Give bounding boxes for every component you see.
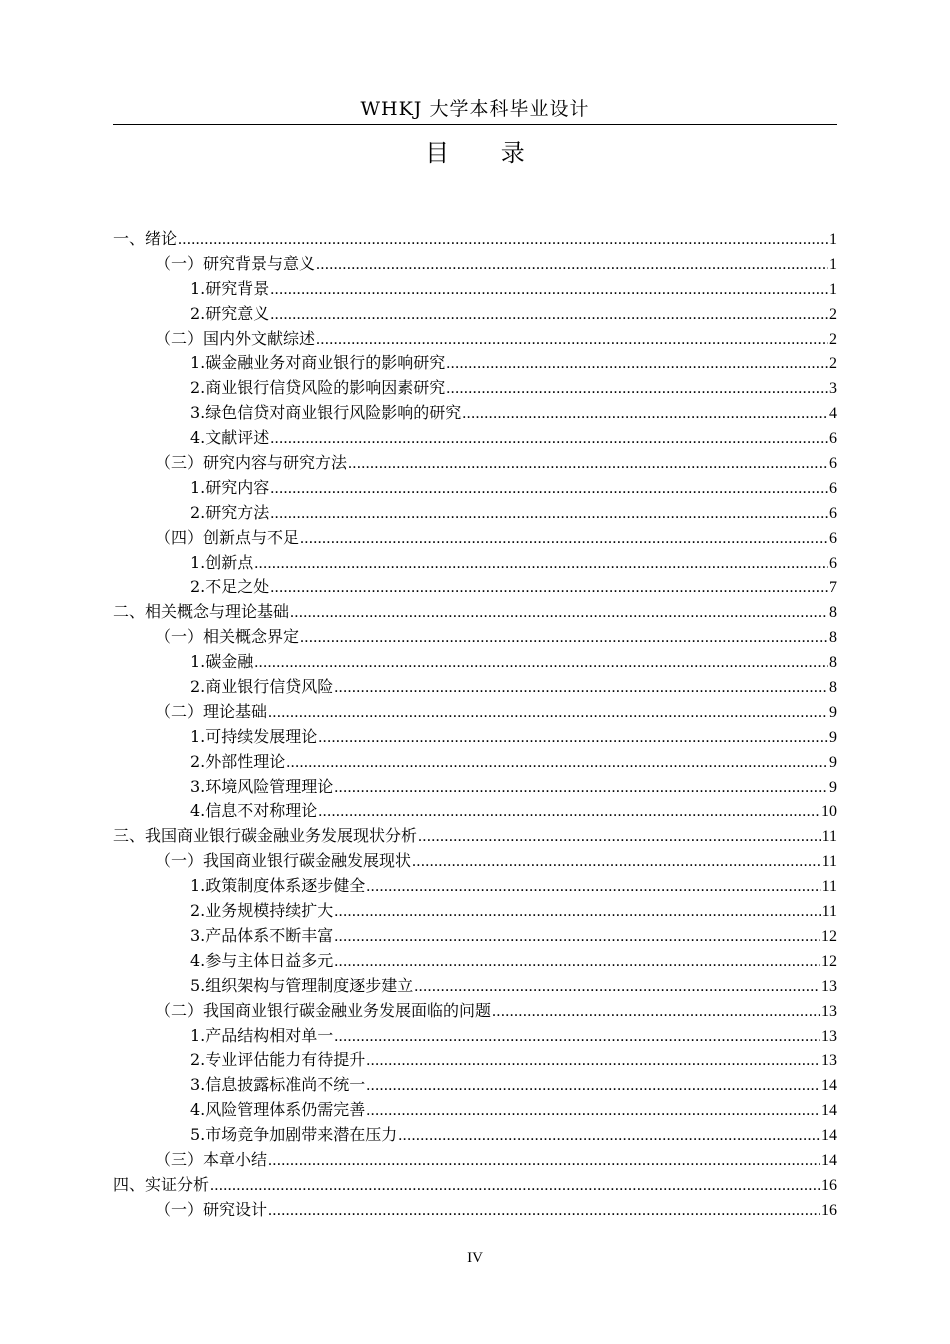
- toc-entry-page: 14: [821, 1102, 837, 1120]
- toc-entry[interactable]: [113, 1073, 837, 1098]
- toc-entry-label: （一）研究背景与意义: [155, 253, 316, 273]
- toc-entry-label: （一）相关概念界定: [155, 627, 300, 647]
- page-header: WHKJ 大学本科毕业设计: [360, 98, 590, 120]
- toc-entry-page: 8: [829, 629, 837, 647]
- toc-entry-page: 11: [821, 878, 837, 896]
- dot-leader: [254, 651, 828, 676]
- toc-entry[interactable]: [113, 924, 837, 949]
- dot-leader: [366, 1049, 820, 1074]
- toc-entry-label: 2.商业银行信贷风险: [190, 677, 334, 697]
- toc-entry[interactable]: [113, 252, 837, 277]
- toc-entry[interactable]: [113, 476, 837, 501]
- dot-leader: [286, 751, 828, 776]
- toc-entry-page: 11: [821, 903, 837, 921]
- toc-entry-page: 6: [829, 430, 837, 448]
- toc-entry[interactable]: [113, 227, 837, 252]
- toc-entry-label: （三）本章小结: [155, 1149, 268, 1169]
- toc-entry-page: 9: [829, 703, 837, 721]
- toc-entry-label: 1.创新点: [190, 552, 254, 572]
- toc-entry[interactable]: [113, 824, 837, 849]
- toc-entry[interactable]: [113, 327, 837, 352]
- toc-entry-label: （一）研究设计: [155, 1199, 268, 1219]
- toc-entry-page: 8: [829, 654, 837, 672]
- toc-entry[interactable]: [113, 799, 837, 824]
- toc-entry[interactable]: [113, 874, 837, 899]
- dot-leader: [398, 1124, 820, 1149]
- dot-leader: [446, 377, 828, 402]
- dot-leader: [348, 452, 828, 477]
- dot-leader: [270, 576, 828, 601]
- dot-leader: [268, 701, 828, 726]
- toc-entry[interactable]: [113, 426, 837, 451]
- dot-leader: [446, 352, 828, 377]
- toc-entry-label: 2.专业评估能力有待提升: [190, 1050, 366, 1070]
- toc-entry-label: 4.信息不对称理论: [190, 801, 318, 821]
- toc-entry-page: 11: [821, 828, 837, 846]
- toc-entry-page: 14: [821, 1127, 837, 1145]
- toc-entry-page: 13: [821, 1052, 837, 1070]
- toc-entry-page: 9: [829, 753, 837, 771]
- toc-entry[interactable]: [113, 899, 837, 924]
- toc-entry[interactable]: [113, 526, 837, 551]
- toc-entry-label: 5.市场竞争加剧带来潜在压力: [190, 1125, 398, 1145]
- toc-entry-page: 12: [821, 952, 837, 970]
- toc-entry-label: 5.组织架构与管理制度逐步建立: [190, 975, 414, 995]
- toc-entry-label: （二）理论基础: [155, 701, 268, 721]
- toc-entry-label: 四、实证分析: [113, 1174, 210, 1194]
- dot-leader: [334, 900, 820, 925]
- toc-entry-page: 8: [829, 604, 837, 622]
- toc-entry-label: （二）我国商业银行碳金融业务发展面临的问题: [155, 1000, 492, 1020]
- toc-entry[interactable]: [113, 625, 837, 650]
- toc-entry-label: 3.产品体系不断丰富: [190, 925, 334, 945]
- toc-entry-page: 1: [829, 255, 837, 273]
- toc-entry-page: 13: [821, 1002, 837, 1020]
- toc-entry-label: 4.文献评述: [190, 428, 270, 448]
- toc-entry-page: 6: [829, 455, 837, 473]
- toc-entry[interactable]: [113, 1098, 837, 1123]
- toc-entry[interactable]: [113, 949, 837, 974]
- dot-leader: [270, 502, 828, 527]
- header-rule: [113, 124, 837, 125]
- toc-entry-label: 3.环境风险管理理论: [190, 776, 334, 796]
- dot-leader: [178, 228, 828, 253]
- toc-entry-label: 一、绪论: [113, 229, 178, 248]
- toc-entry-page: 13: [821, 977, 837, 995]
- toc-entry[interactable]: [113, 1173, 837, 1198]
- toc-entry-page: 13: [821, 1027, 837, 1045]
- toc-entry[interactable]: [113, 600, 837, 625]
- dot-leader: [300, 527, 828, 552]
- dot-leader: [334, 1025, 820, 1050]
- toc-entry-page: 16: [821, 1201, 837, 1219]
- toc-entry-page: 4: [829, 405, 837, 423]
- toc-entry-label: （二）国内外文献综述: [155, 328, 316, 348]
- dot-leader: [366, 1099, 820, 1124]
- toc-entry-page: 14: [821, 1077, 837, 1095]
- toc-entry-label: 2.研究方法: [190, 502, 270, 522]
- toc-entry-page: 8: [829, 679, 837, 697]
- toc-entry[interactable]: [113, 700, 837, 725]
- toc-entry[interactable]: [113, 675, 837, 700]
- toc-entry[interactable]: [113, 451, 837, 476]
- dot-leader: [366, 1074, 820, 1099]
- toc-entry-page: 10: [821, 803, 837, 821]
- toc-entry-page: 9: [829, 778, 837, 796]
- toc-entry[interactable]: [113, 725, 837, 750]
- dot-leader: [366, 875, 820, 900]
- toc-entry[interactable]: [113, 775, 837, 800]
- toc-entry-label: 2.商业银行信贷风险的影响因素研究: [190, 378, 446, 398]
- toc-entry-page: 16: [821, 1176, 837, 1194]
- toc-entry-label: 4.风险管理体系仍需完善: [190, 1100, 366, 1120]
- toc-entry-label: 3.信息披露标准尚不统一: [190, 1075, 366, 1095]
- toc-entry-page: 6: [829, 529, 837, 547]
- dot-leader: [418, 825, 821, 850]
- toc-entry[interactable]: [113, 401, 837, 426]
- toc-entry[interactable]: [113, 750, 837, 775]
- toc-entry-page: 6: [829, 554, 837, 572]
- toc-entry-page: 2: [829, 355, 837, 373]
- toc-entry-label: 1.研究内容: [190, 477, 270, 497]
- toc-entry-page: 6: [829, 504, 837, 522]
- dot-leader: [412, 850, 821, 875]
- toc-title: 目 录: [425, 139, 547, 167]
- dot-leader: [254, 552, 828, 577]
- toc-entry[interactable]: [113, 351, 837, 376]
- toc-entry[interactable]: [113, 1048, 837, 1073]
- toc-entry-label: 1.政策制度体系逐步健全: [190, 876, 366, 896]
- toc-entry[interactable]: [113, 501, 837, 526]
- toc-entry[interactable]: [113, 1198, 837, 1223]
- dot-leader: [268, 1149, 820, 1174]
- toc-entry-label: 三、我国商业银行碳金融业务发展现状分析: [113, 826, 418, 846]
- dot-leader: [414, 975, 820, 1000]
- toc-entry-label: 2.业务规模持续扩大: [190, 901, 334, 921]
- toc-entry[interactable]: [113, 302, 837, 327]
- dot-leader: [210, 1174, 820, 1199]
- toc-entry-label: 二、相关概念与理论基础: [113, 602, 290, 622]
- toc-entry-page: 2: [829, 305, 837, 323]
- dot-leader: [316, 253, 828, 278]
- toc-entry-label: 1.产品结构相对单一: [190, 1025, 334, 1045]
- toc-entry-label: 4.参与主体日益多元: [190, 950, 334, 970]
- toc-entry-label: 1.可持续发展理论: [190, 726, 318, 746]
- dot-leader: [270, 278, 828, 303]
- toc-entry-page: 12: [821, 927, 837, 945]
- dot-leader: [492, 1000, 820, 1025]
- toc-entry-label: 1.碳金融业务对商业银行的影响研究: [190, 353, 446, 373]
- dot-leader: [270, 427, 828, 452]
- toc-entry-page: 7: [829, 579, 837, 597]
- dot-leader: [318, 726, 828, 751]
- table-of-contents: [113, 227, 837, 1223]
- toc-entry[interactable]: [113, 1024, 837, 1049]
- toc-entry-page: 2: [829, 330, 837, 348]
- dot-leader: [318, 800, 820, 825]
- toc-entry-label: 1.碳金融: [190, 652, 254, 672]
- toc-entry[interactable]: [113, 650, 837, 675]
- dot-leader: [316, 328, 828, 353]
- toc-entry-label: 2.外部性理论: [190, 751, 286, 771]
- toc-entry[interactable]: [113, 376, 837, 401]
- toc-entry-label: （三）研究内容与研究方法: [155, 453, 348, 473]
- dot-leader: [334, 676, 828, 701]
- toc-entry[interactable]: [113, 974, 837, 999]
- dot-leader: [300, 626, 828, 651]
- toc-entry[interactable]: [113, 277, 837, 302]
- toc-entry-page: 6: [829, 479, 837, 497]
- toc-entry[interactable]: [113, 999, 837, 1024]
- dot-leader: [290, 601, 828, 626]
- toc-entry-page: 11: [821, 853, 837, 871]
- toc-entry[interactable]: [113, 551, 837, 576]
- dot-leader: [462, 402, 828, 427]
- toc-entry-label: 2.不足之处: [190, 577, 270, 597]
- dot-leader: [334, 950, 820, 975]
- toc-entry-label: 1.研究背景: [190, 278, 270, 298]
- toc-entry-page: 9: [829, 728, 837, 746]
- toc-entry-page: 3: [829, 380, 837, 398]
- dot-leader: [270, 303, 828, 328]
- toc-entry[interactable]: [113, 1123, 837, 1148]
- toc-entry-page: 1: [829, 280, 837, 298]
- toc-entry-label: 3.绿色信贷对商业银行风险影响的研究: [190, 403, 462, 423]
- dot-leader: [270, 477, 828, 502]
- toc-entry-label: 2.研究意义: [190, 303, 270, 323]
- dot-leader: [334, 925, 820, 950]
- toc-entry[interactable]: [113, 1148, 837, 1173]
- toc-entry-page: 14: [821, 1151, 837, 1169]
- dot-leader: [334, 776, 828, 801]
- toc-entry-label: （一）我国商业银行碳金融发展现状: [155, 851, 412, 871]
- page-number: IV: [467, 1250, 483, 1266]
- toc-entry-page: 1: [829, 231, 837, 248]
- dot-leader: [268, 1199, 820, 1224]
- toc-entry[interactable]: [113, 575, 837, 600]
- toc-entry[interactable]: [113, 849, 837, 874]
- toc-entry-label: （四）创新点与不足: [155, 527, 300, 547]
